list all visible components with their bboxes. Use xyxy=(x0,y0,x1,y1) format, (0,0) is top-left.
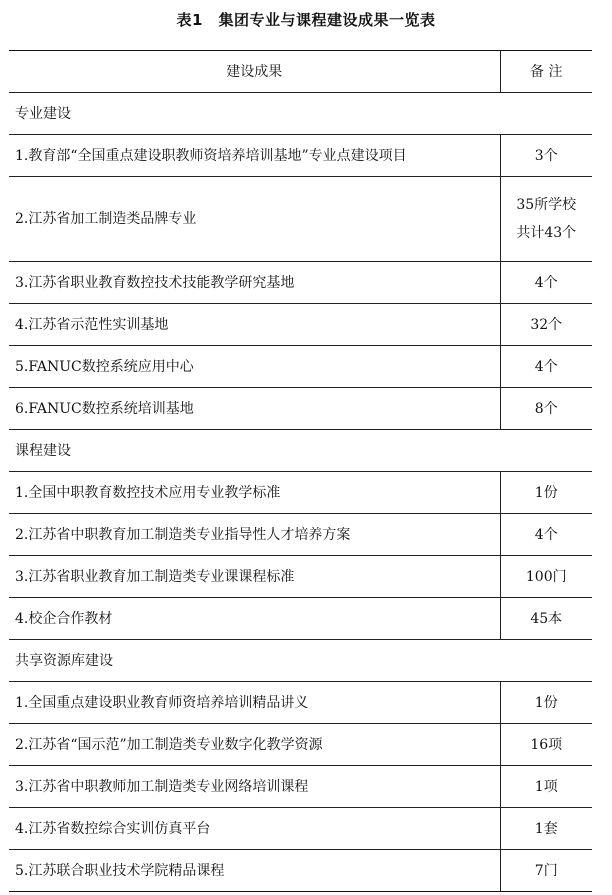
table-row xyxy=(9,177,592,262)
table-row xyxy=(9,556,592,598)
table-row xyxy=(9,724,592,766)
table-row xyxy=(9,135,592,177)
table-row xyxy=(9,808,592,850)
item-cell: 1.教育部“全国重点建设职教师资培养培训基地”专业点建设项目 xyxy=(9,135,500,177)
value-cell: 3个 xyxy=(500,135,592,177)
table-row xyxy=(9,682,592,724)
value-cell xyxy=(500,177,592,262)
item-cell: 2.江苏省中职教育加工制造类专业指导性人才培养方案 xyxy=(9,514,500,556)
section-label: 共享资源库建设 xyxy=(9,640,592,682)
item-cell: 2.江苏省加工制造类品牌专业 xyxy=(9,177,500,262)
item-cell: 4.江苏省示范性实训基地 xyxy=(9,304,500,346)
item-cell: 1.全国重点建设职业教育师资培养培训精品讲义 xyxy=(9,682,500,724)
table-row xyxy=(9,262,592,304)
value-cell: 1项 xyxy=(500,766,592,808)
value-cell: 4个 xyxy=(500,346,592,388)
item-cell: 5.江苏联合职业技术学院精品课程 xyxy=(9,850,500,892)
value-cell: 7门 xyxy=(500,850,592,892)
item-cell: 4.江苏省数控综合实训仿真平台 xyxy=(9,808,500,850)
value-cell: 1套 xyxy=(500,808,592,850)
value-cell: 8个 xyxy=(500,388,592,430)
item-cell: 1.全国中职教育数控技术应用专业教学标准 xyxy=(9,472,500,514)
table-row xyxy=(9,850,592,892)
table-row xyxy=(9,766,592,808)
value-cell: 1份 xyxy=(500,682,592,724)
column-header-note: 备 注 xyxy=(500,51,592,93)
column-header-result: 建设成果 xyxy=(9,51,500,93)
item-cell: 3.江苏省职业教育加工制造类专业课课程标准 xyxy=(9,556,500,598)
value-cell: 4个 xyxy=(500,514,592,556)
table-row xyxy=(9,514,592,556)
table-row xyxy=(9,472,592,514)
value-cell: 4个 xyxy=(500,262,592,304)
item-cell: 5.FANUC数控系统应用中心 xyxy=(9,346,500,388)
value-cell: 32个 xyxy=(500,304,592,346)
item-cell: 6.FANUC数控系统培训基地 xyxy=(9,388,500,430)
value-line: 共计43个 xyxy=(516,225,577,241)
value-line: 35所学校 xyxy=(516,197,577,213)
table-row xyxy=(9,388,592,430)
value-cell: 100门 xyxy=(500,556,592,598)
table-row xyxy=(9,598,592,640)
item-cell: 4.校企合作教材 xyxy=(9,598,500,640)
value-cell: 16项 xyxy=(500,724,592,766)
section-row-major xyxy=(9,93,592,135)
item-cell: 2.江苏省“国示范”加工制造类专业数字化教学资源 xyxy=(9,724,500,766)
section-row-course xyxy=(9,430,592,472)
table-title: 表1 集团专业与课程建设成果一览表 xyxy=(176,11,436,29)
item-cell: 3.江苏省中职教师加工制造类专业网络培训课程 xyxy=(9,766,500,808)
item-cell: 3.江苏省职业教育数控技术技能教学研究基地 xyxy=(9,262,500,304)
table-row xyxy=(9,346,592,388)
section-label: 课程建设 xyxy=(9,430,592,472)
results-table xyxy=(9,50,592,892)
table-row xyxy=(9,304,592,346)
value-cell: 1份 xyxy=(500,472,592,514)
value-cell: 45本 xyxy=(500,598,592,640)
section-label: 专业建设 xyxy=(9,93,592,135)
table-header-row xyxy=(9,51,592,93)
section-row-resources xyxy=(9,640,592,682)
